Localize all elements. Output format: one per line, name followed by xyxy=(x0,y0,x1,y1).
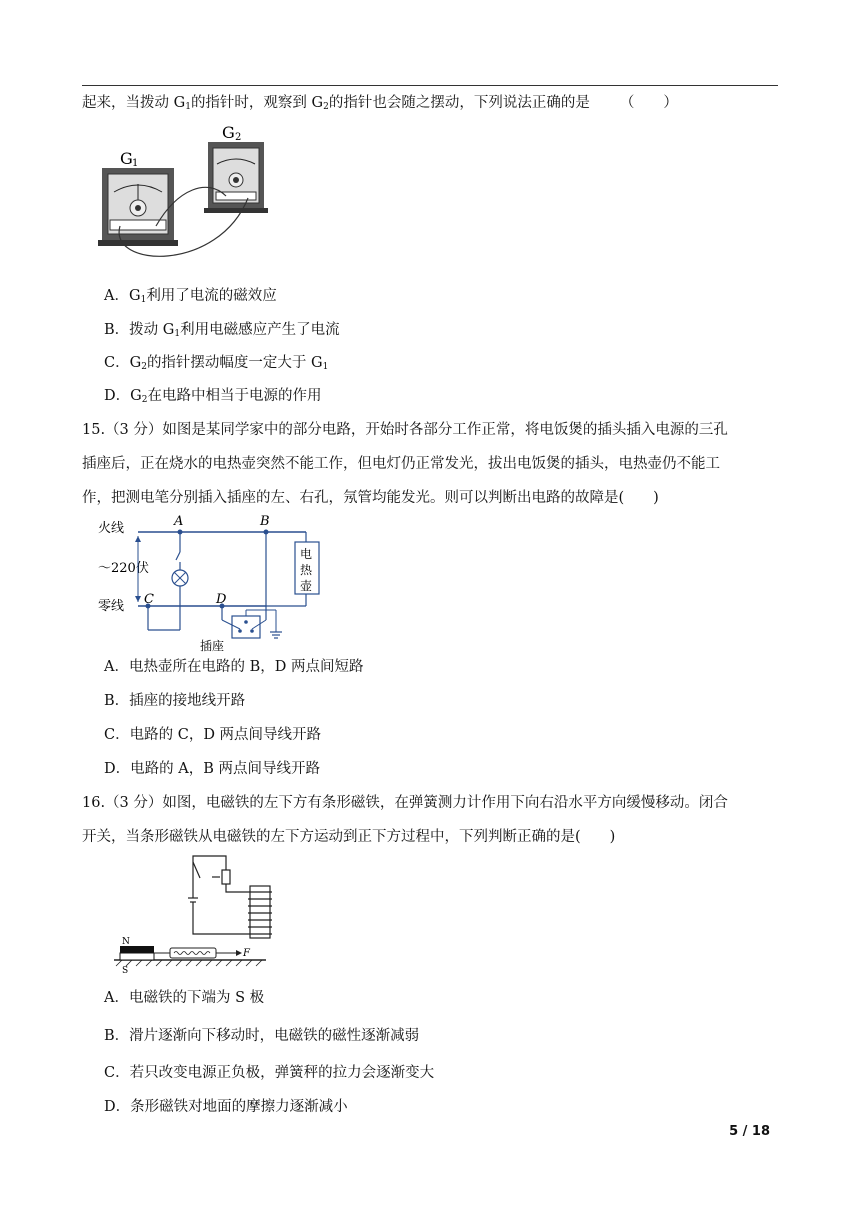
point-b-label: B xyxy=(260,514,270,529)
q16-option-d: D．条形磁铁对地面的摩擦力逐渐减小 xyxy=(104,1099,348,1115)
q14-stem xyxy=(82,93,678,117)
q16-option-c: C．若只改变电源正负极，弹簧秤的拉力会逐渐变大 xyxy=(104,1065,435,1081)
point-c-label: C xyxy=(144,592,154,607)
g1-meter xyxy=(98,149,178,246)
q14-galvanometer-figure xyxy=(98,118,268,278)
page-number: 5 / 18 xyxy=(729,1124,770,1139)
q14-stem-part-a: 起来，当拨动 G xyxy=(82,95,186,111)
circuit-wire xyxy=(193,856,226,898)
point-a-label: A xyxy=(174,514,184,529)
q14-stem-sub-1: 1 xyxy=(185,102,191,112)
g1-label: G xyxy=(120,149,133,168)
q16-option-a: A．电磁铁的下端为 S 极 xyxy=(104,990,265,1006)
spring-scale xyxy=(170,948,216,958)
kettle-label-2: 热 xyxy=(300,563,313,577)
magnet-s-label: S xyxy=(122,966,129,976)
q15-stem-line-3: 作，把测电笔分别插入插座的左、右孔，氖管均能发光。则可以判断出电路的故障是( ) xyxy=(82,490,659,506)
q16-stem-line-2: 开关，当条形磁铁从电磁铁的左下方运动到正下方过程中，下列判断正确的是( ) xyxy=(82,829,616,845)
q15-stem-line-1: 15.（3 分）如图是某同学家中的部分电路，开始时各部分工作正常，将电饭煲的插头插入电源的三孔 xyxy=(82,422,728,438)
q15-circuit-figure xyxy=(96,512,336,654)
bar-magnet-s xyxy=(120,953,154,960)
q14-option-c: C．$G_2$的指针摆动幅度一定大于 $G_1$ xyxy=(104,355,329,372)
lamp-switch xyxy=(176,552,180,560)
q16-stem-line-1: 16.（3 分）如图，电磁铁的左下方有条形磁铁，在弹簧测力计作用下向右沿水平方向缓慢移动。闭合 xyxy=(82,795,728,811)
g2-label-sub: 2 xyxy=(235,132,242,143)
header-rule xyxy=(82,85,778,86)
q14-option-d: D．$G_2$在电路中相当于电源的作用 xyxy=(104,388,322,405)
q14-stem-sub-2: 2 xyxy=(323,102,329,112)
q15-option-c: C．电路的 C，D 两点间导线开路 xyxy=(104,727,322,743)
switch-symbol xyxy=(193,862,200,878)
q16-option-b: B．滑片逐渐向下移动时，电磁铁的磁性逐渐减弱 xyxy=(104,1028,420,1044)
kettle-label-3: 壶 xyxy=(300,579,313,593)
point-d-label: D xyxy=(216,592,227,607)
q14-answer-paren: （ ） xyxy=(619,95,678,111)
q16-electromagnet-figure xyxy=(108,852,278,977)
q14-option-a: A．$G_1$利用了电流的磁效应 xyxy=(104,288,277,305)
neutral-wire-label: 零线 xyxy=(98,599,125,614)
bar-magnet-n xyxy=(120,946,154,953)
g2-label: G xyxy=(222,123,235,142)
q15-stem-line-2: 插座后，正在烧水的电热壶突然不能工作，但电灯仍正常发光，拔出电饭煲的插头，电热壶仍不能工 xyxy=(82,456,720,472)
q15-option-b: B．插座的接地线开路 xyxy=(104,693,246,709)
q15-option-d: D．电路的 A，B 两点间导线开路 xyxy=(104,761,320,777)
q14-stem-part-c: 的指针也会随之摆动，下列说法正确的是 xyxy=(328,95,590,111)
q15-option-a: A．电热壶所在电路的 B，D 两点间短路 xyxy=(104,659,364,675)
g1-label-sub: 1 xyxy=(132,158,139,169)
q14-stem-part-b: 的指针时，观察到 G xyxy=(190,95,324,111)
force-f-label: F xyxy=(243,948,250,959)
electromagnet-coil xyxy=(250,886,270,938)
kettle-label-1: 电 xyxy=(300,547,313,561)
q14-option-b: B．拨动 $G_1$利用电磁感应产生了电流 xyxy=(104,322,340,339)
socket-label: 插座 xyxy=(200,639,225,653)
g2-meter xyxy=(204,123,268,213)
rheostat-symbol xyxy=(222,870,230,884)
magnet-n-label: N xyxy=(122,937,130,947)
voltage-label: ～220伏 xyxy=(98,561,149,576)
live-wire-label: 火线 xyxy=(98,521,125,536)
